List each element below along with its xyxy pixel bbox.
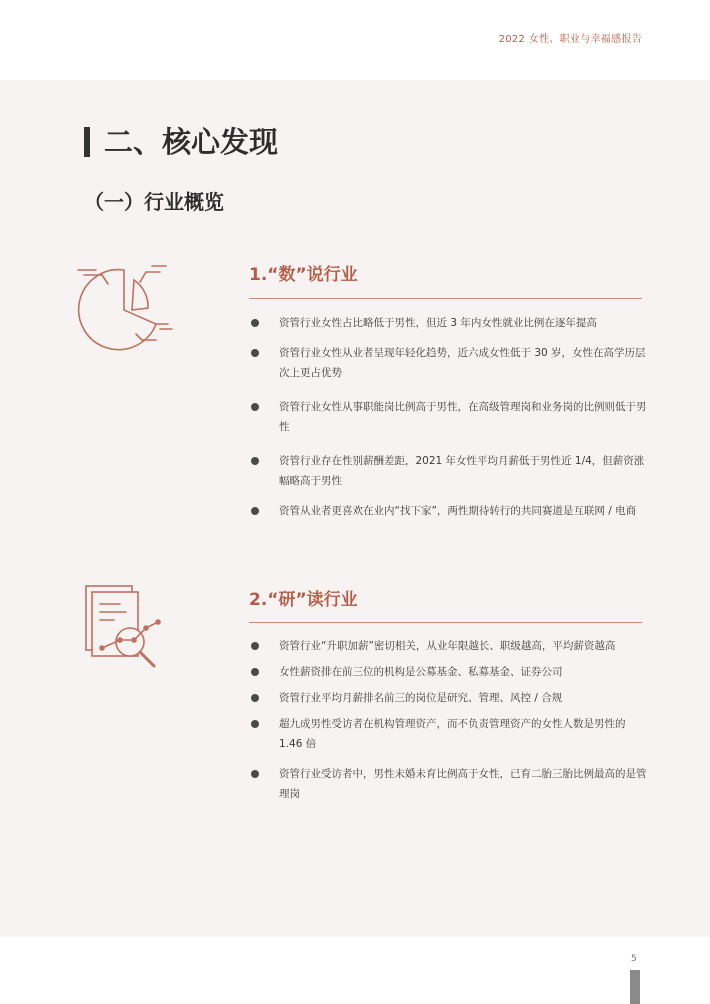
bullet-dot-icon: [251, 349, 259, 357]
bullet-dot-icon: [251, 770, 259, 778]
bullet-text: 资管行业受访者中，男性未婚未育比例高于女性，已育二胎三胎比例最高的是管理岗: [279, 768, 647, 800]
list-item: [249, 313, 649, 333]
bullet-dot-icon: [251, 642, 259, 650]
list-item: [249, 397, 649, 437]
bullet-text: 资管行业女性从事职能岗比例高于男性，在高级管理岗和业务岗的比例则低于男性: [279, 401, 647, 433]
page-number: 5: [631, 954, 637, 964]
topic-divider-1: [249, 298, 642, 299]
list-item: [249, 764, 649, 804]
bullet-text: 资管行业平均月薪排名前三的岗位是研究、管理、风控 / 合规: [279, 692, 563, 704]
subsection-title: （一）行业概览: [84, 190, 224, 214]
topic-bullet-list-1: [249, 313, 649, 521]
bullet-text: 超九成男性受访者在机构管理资产，而不负责管理资产的女性人数是男性的 1.46 倍: [279, 718, 626, 750]
topic-heading-2: 2.“研”读行业: [249, 590, 358, 610]
bullet-dot-icon: [251, 403, 259, 411]
list-item: [249, 343, 649, 383]
list-item: [249, 714, 649, 754]
list-item: [249, 636, 649, 656]
report-header-title: 2022 女性、职业与幸福感报告: [498, 34, 642, 45]
list-item: [249, 662, 649, 682]
bullet-dot-icon: [251, 694, 259, 702]
list-item: [249, 688, 649, 708]
bullet-text: 资管行业“升职加薪”密切相关，从业年限越长、职级越高，平均薪资越高: [279, 640, 616, 652]
title-marker-bar: [84, 127, 90, 157]
section-title-text: 二、核心发现: [104, 125, 279, 159]
bullet-text: 资管行业女性占比略低于男性，但近 3 年内女性就业比例在逐年提高: [279, 317, 597, 329]
bullet-dot-icon: [251, 507, 259, 515]
research-report-icon: [80, 582, 172, 674]
bullet-dot-icon: [251, 319, 259, 327]
bullet-text: 资管从业者更喜欢在业内“找下家”，两性期待转行的共同赛道是互联网 / 电商: [279, 505, 637, 517]
bullet-dot-icon: [251, 668, 259, 676]
section-title: [84, 124, 278, 160]
bullet-dot-icon: [251, 720, 259, 728]
bullet-text: 资管行业女性从业者呈现年轻化趋势，近六成女性低于 30 岁，女性在高学历层次上更占优势: [279, 347, 646, 379]
page-edge-tab: [630, 970, 640, 1004]
pie-chart-icon: [76, 262, 176, 352]
list-item: [249, 501, 649, 521]
list-item: [249, 451, 649, 491]
bullet-text: 资管行业存在性别薪酬差距，2021 年女性平均月薪低于男性近 1/4，但薪资涨幅略高于男性: [279, 455, 645, 487]
bullet-dot-icon: [251, 457, 259, 465]
topic-divider-2: [249, 622, 642, 623]
bullet-text: 女性薪资排在前三位的机构是公募基金、私募基金、证券公司: [279, 666, 563, 678]
topic-heading-1: 1.“数”说行业: [249, 265, 358, 285]
topic-bullet-list-2: [249, 636, 649, 804]
